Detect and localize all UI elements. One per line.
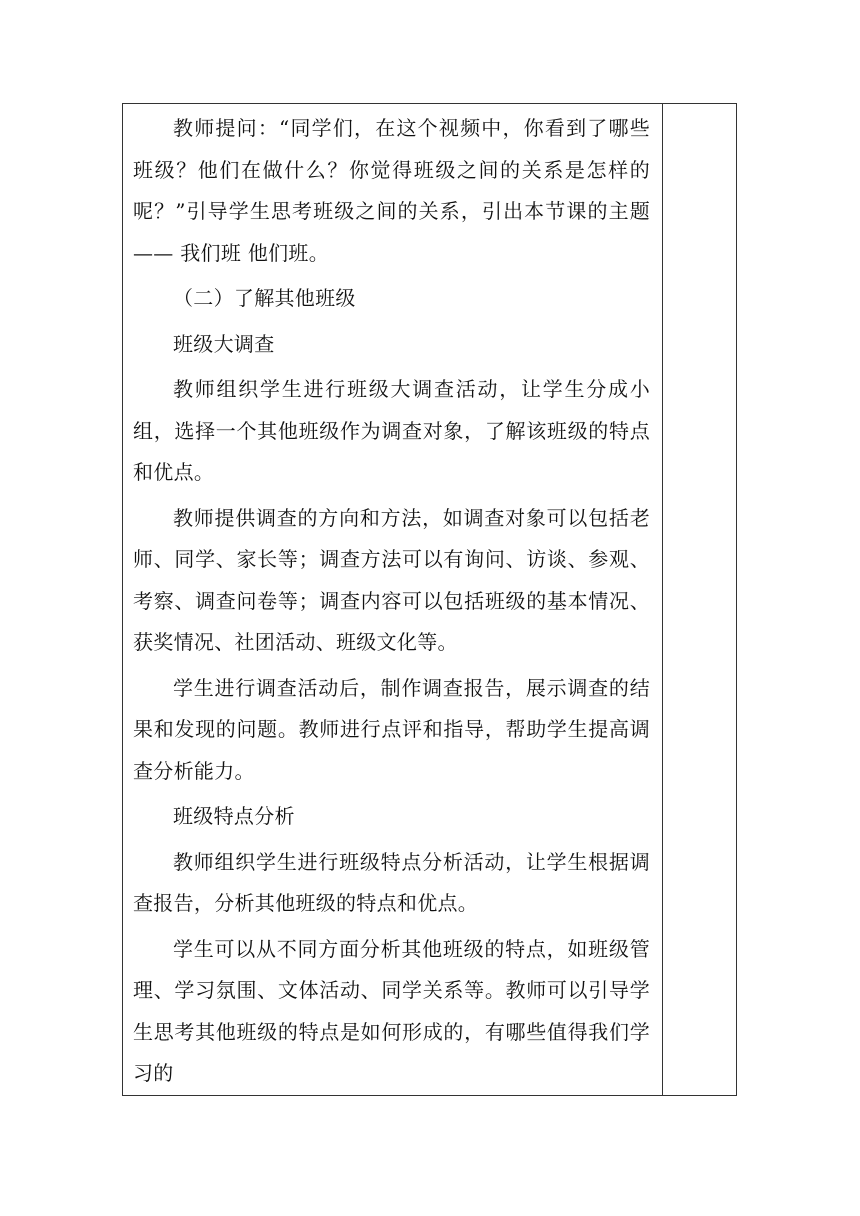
subheading-class-survey: 班级大调查 <box>173 331 275 356</box>
lesson-table <box>122 103 737 1096</box>
section-heading: （二）了解其他班级 <box>173 286 356 310</box>
survey-methods-paragraph: 教师提供调查的方向和方法，如调查对象可以包括老师、同学、家长等；调查方法可以有询问、访谈、参观、考察、调查问卷等；调查内容可以包括班级的基本情况、获奖情况、社团活动、班级文化等。 <box>133 505 650 654</box>
features-organize-paragraph: 教师组织学生进行班级特点分析活动，让学生根据调查报告，分析其他班级的特点和优点。 <box>133 849 650 915</box>
notes-cell <box>663 104 736 1095</box>
survey-organize-paragraph: 教师组织学生进行班级大调查活动，让学生分成小组，选择一个其他班级作为调查对象，了解该班级的特点和优点。 <box>133 377 650 484</box>
survey-report-paragraph: 学生进行调查活动后，制作调查报告，展示调查的结果和发现的问题。教师进行点评和指导，帮助学生提高调查分析能力。 <box>133 675 650 783</box>
subheading-class-features: 班级特点分析 <box>173 804 295 828</box>
features-analysis-paragraph: 学生可以从不同方面分析其他班级的特点，如班级管理、学习氛围、文体活动、同学关系等。教师可以引导学生思考其他班级的特点是如何形成的，有哪些值得我们学习的 <box>133 936 650 1085</box>
intro-question-paragraph: 教师提问：“同学们，在这个视频中，你看到了哪些班级？他们在做什么？你觉得班级之间的关系是怎样的呢？”引导学生思考班级之间的关系，引出本节课的主题 —— 我们班 他们班。 <box>133 116 650 265</box>
content-cell <box>123 104 663 1095</box>
